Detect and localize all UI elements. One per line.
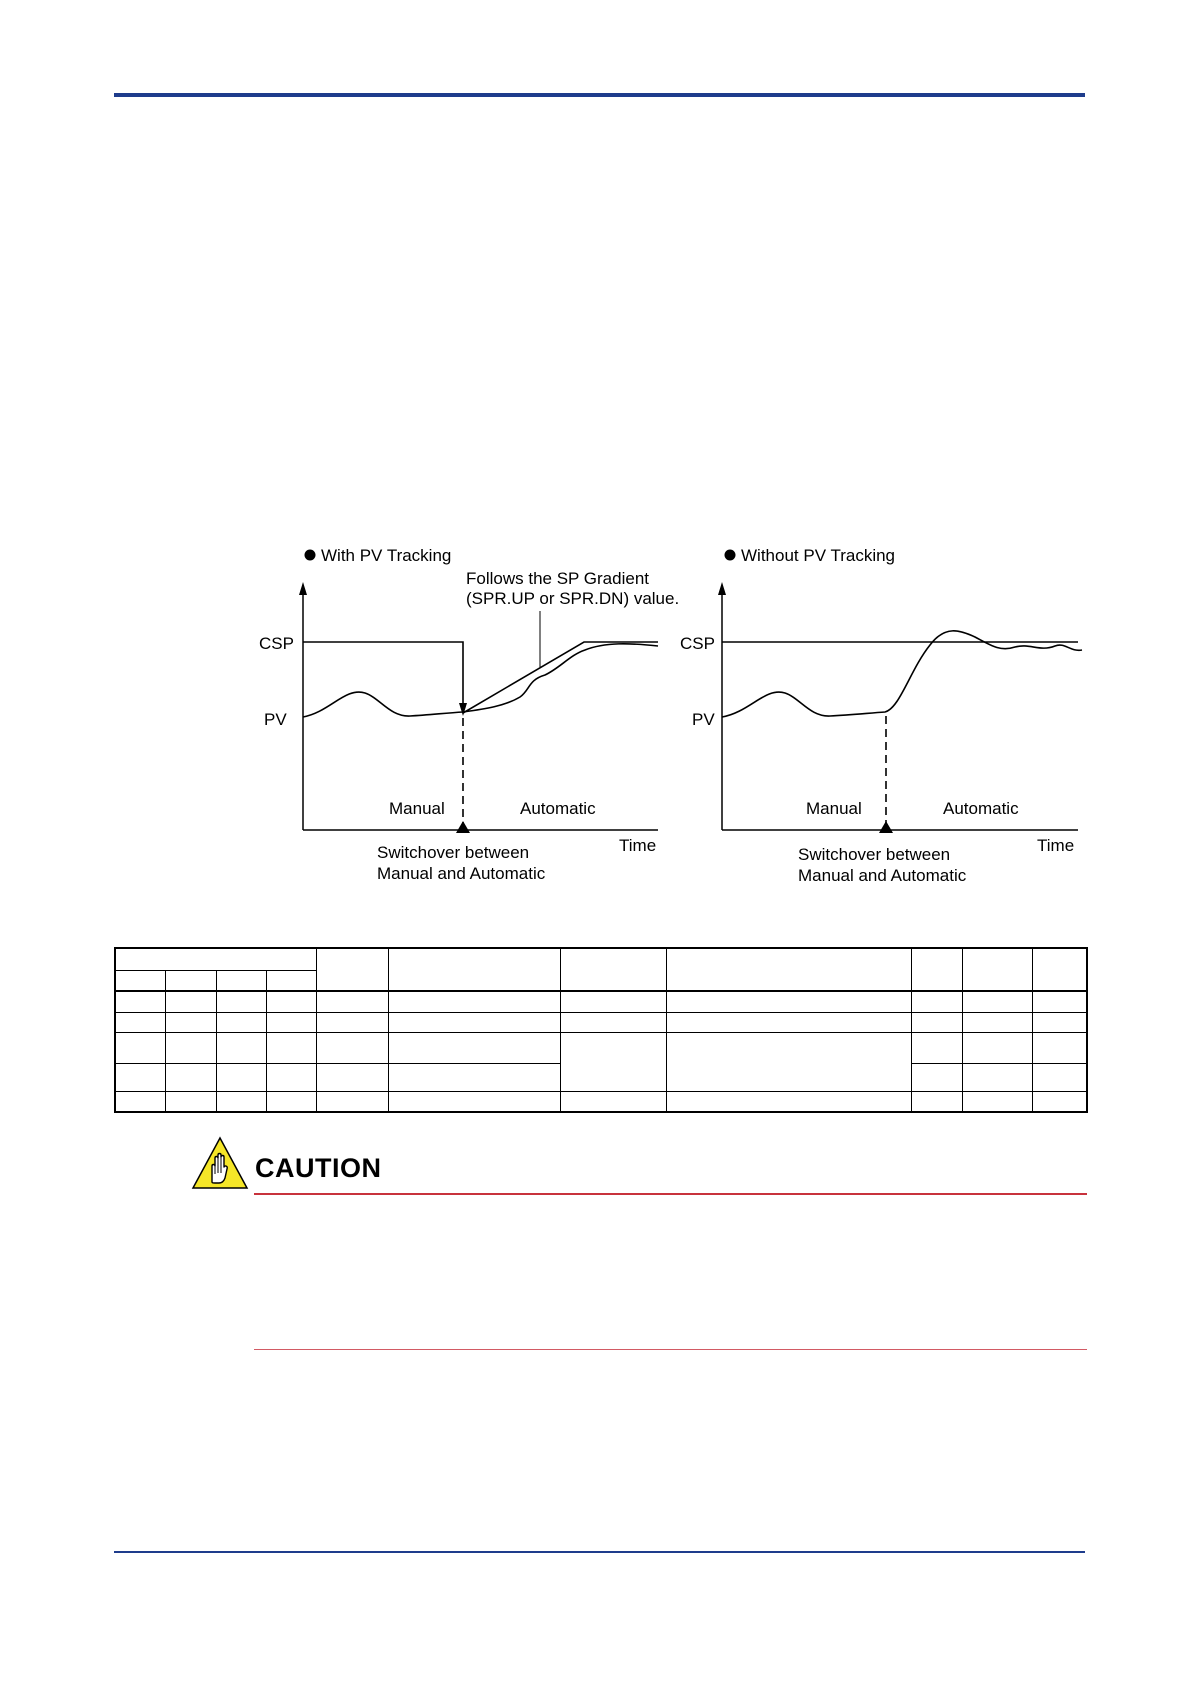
right-chart <box>680 546 1082 885</box>
caution-title: CAUTION <box>255 1153 382 1183</box>
left-switchover-marker-icon <box>456 821 470 833</box>
right-time-label: Time <box>1037 836 1075 855</box>
table-cell <box>560 1032 666 1091</box>
table-header-row <box>115 948 1087 970</box>
table-cell <box>115 970 165 991</box>
left-y-axis-arrow <box>299 582 307 595</box>
right-switchover-marker-icon <box>879 821 893 833</box>
table-cell <box>962 948 1032 991</box>
table-cell <box>165 970 216 991</box>
table-row <box>115 1032 1087 1063</box>
left-csp-drop-arrow <box>459 703 467 716</box>
caution-rule-top <box>254 1193 1087 1195</box>
left-csp-label: CSP <box>259 634 294 653</box>
right-pv-curve <box>722 631 1082 717</box>
gradient-annotation-line2: (SPR.UP or SPR.DN) value. <box>466 589 680 608</box>
right-chart-title: Without PV Tracking <box>741 546 896 565</box>
table-row <box>115 1012 1087 1032</box>
parameter-table <box>114 947 1088 1113</box>
table-cell <box>911 948 962 991</box>
left-chart <box>259 546 679 883</box>
gradient-annotation-line1: Follows the SP Gradient <box>466 569 649 588</box>
right-switchover-line2: Manual and Automatic <box>798 866 967 885</box>
right-csp-label: CSP <box>680 634 715 653</box>
left-pv-label: PV <box>264 710 287 729</box>
table-cell <box>560 948 666 991</box>
left-time-label: Time <box>619 836 657 855</box>
right-switchover-line1: Switchover between <box>798 845 951 864</box>
right-pv-label: PV <box>692 710 715 729</box>
table-cell <box>216 970 266 991</box>
table-cell <box>266 970 316 991</box>
right-manual-label: Manual <box>806 799 862 818</box>
left-sp-ramp-line <box>463 642 658 713</box>
table-cell <box>666 948 911 991</box>
bullet-icon <box>725 550 736 561</box>
table-row <box>115 991 1087 1012</box>
bullet-icon <box>305 550 316 561</box>
left-csp-line <box>303 642 463 711</box>
hand-warning-icon <box>190 1136 250 1190</box>
left-switchover-line2: Manual and Automatic <box>377 864 546 883</box>
left-chart-title: With PV Tracking <box>321 546 452 565</box>
left-switchover-line1: Switchover between <box>377 843 530 862</box>
table-cell <box>316 948 388 991</box>
table-row <box>115 1091 1087 1112</box>
table-cell <box>666 1032 911 1091</box>
right-y-axis-arrow <box>718 582 726 595</box>
table-cell <box>1032 948 1087 991</box>
caution-rule-bottom <box>254 1349 1087 1350</box>
left-pv-curve <box>303 644 658 717</box>
footer-rule <box>114 1551 1085 1553</box>
table-cell <box>115 948 316 970</box>
table-cell <box>388 948 560 991</box>
left-automatic-label: Automatic <box>520 799 596 818</box>
left-manual-label: Manual <box>389 799 445 818</box>
right-automatic-label: Automatic <box>943 799 1019 818</box>
